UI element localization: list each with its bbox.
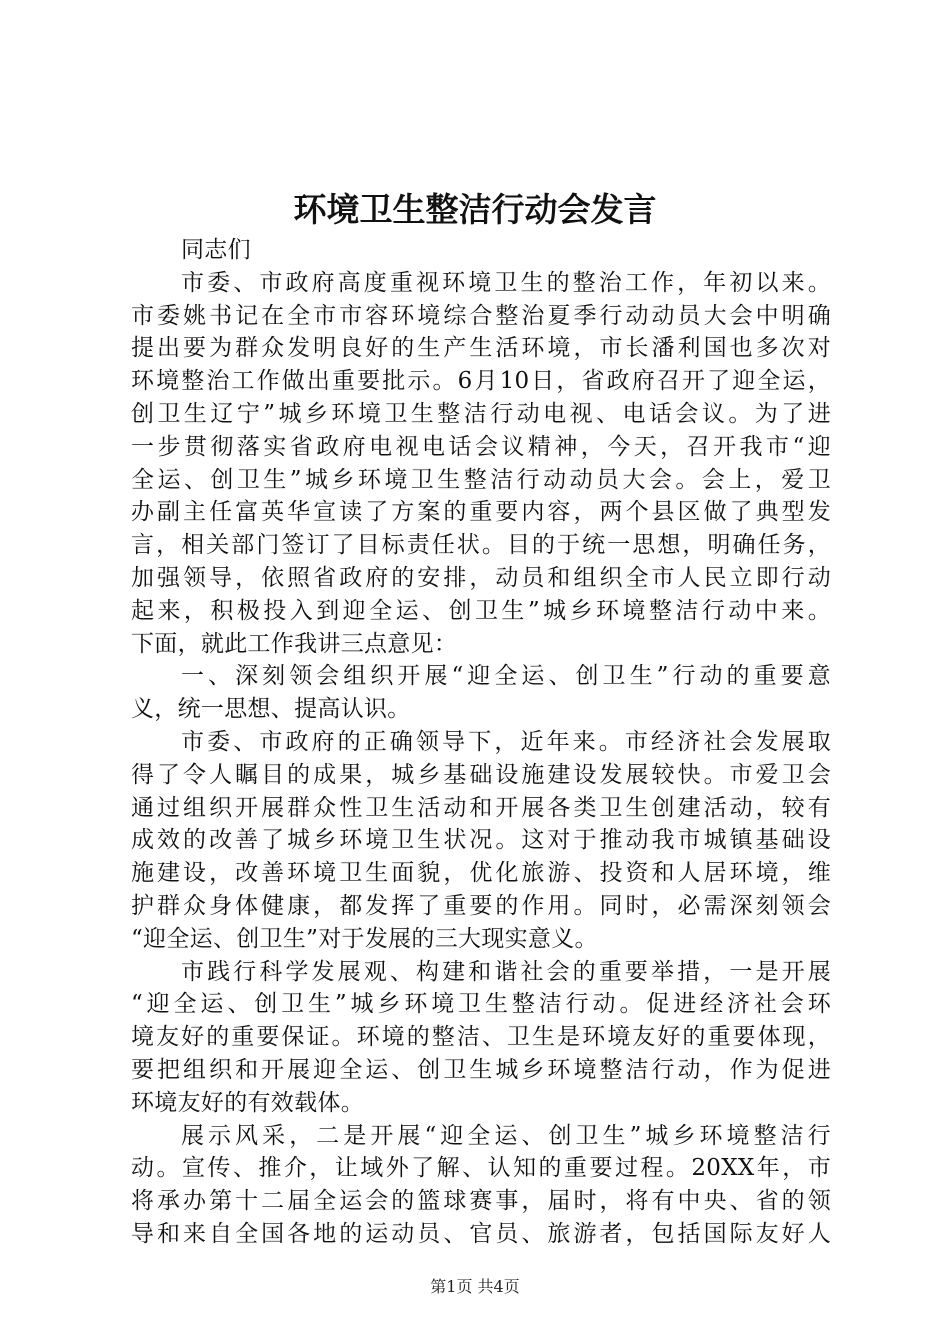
text-line: 提出要为群众发明良好的生产生活环境，市长潘利国也多次对 [131, 335, 831, 362]
text-line: 通过组织开展群众性卫生活动和开展各类卫生创建活动，较有 [131, 794, 831, 821]
text-line: 一步贯彻落实省政府电视电话会议精神，今天，召开我市“迎 [131, 433, 831, 460]
text-line: 市委、市政府的正确领导下，近年来。市经济社会发展取 [181, 728, 831, 755]
text-line: 办副主任富英华宣读了方案的重要内容，两个县区做了典型发 [131, 499, 831, 526]
text-line: 环境友好的有效载体。 [131, 1089, 364, 1116]
text-line: 一、深刻领会组织开展“迎全运、创卫生”行动的重要意 [181, 663, 831, 690]
text-line: 义，统一思想、提高认识。 [131, 696, 411, 723]
text-line: 得了令人瞩目的成果，城乡基础设施建设发展较快。市爱卫会 [131, 761, 831, 788]
text-line: 动。宣传、推介，让域外了解、认知的重要过程。20XX年，市 [131, 1155, 831, 1182]
text-line: 市委姚书记在全市市容环境综合整治夏季行动动员大会中明确 [131, 302, 831, 329]
text-line: “迎全运、创卫生”城乡环境卫生整洁行动。促进经济社会环 [131, 991, 831, 1018]
document-title: 环境卫生整洁行动会发言 [293, 190, 657, 229]
text-line: 加强领导，依照省政府的安排，动员和组织全市人民立即行动 [131, 564, 831, 591]
text-line: 市委、市政府高度重视环境卫生的整治工作，年初以来。 [181, 269, 831, 296]
text-line: 导和来自全国各地的运动员、官员、旅游者，包括国际友好人 [131, 1220, 831, 1247]
text-line: 同志们 [181, 237, 251, 263]
text-line: 下面，就此工作我讲三点意见： [131, 630, 458, 657]
text-line: “迎全运、创卫生”对于发展的三大现实意义。 [131, 925, 598, 952]
text-line: 创卫生辽宁”城乡环境卫生整洁行动电视、电话会议。为了进 [131, 400, 831, 427]
page-footer: 第1页 共4页 [430, 1277, 520, 1296]
text-line: 护群众身体健康，都发挥了重要的作用。同时，必需深刻领会 [131, 892, 831, 919]
document-body [131, 234, 831, 1251]
text-line: 起来，积极投入到迎全运、创卫生”城乡环境整洁行动中来。 [131, 597, 831, 624]
text-line: 展示风采，二是开展“迎全运、创卫生”城乡环境整洁行 [181, 1122, 831, 1149]
text-line: 施建设，改善环境卫生面貌，优化旅游、投资和人居环境，维 [131, 860, 831, 887]
text-line: 言，相关部门签订了目标责任状。目的于统一思想，明确任务， [131, 532, 831, 559]
text-line: 将承办第十二届全运会的篮球赛事，届时，将有中央、省的领 [131, 1188, 831, 1215]
text-line: 要把组织和开展迎全运、创卫生城乡环境整洁行动，作为促进 [131, 1056, 831, 1083]
text-line: 成效的改善了城乡环境卫生状况。这对于推动我市城镇基础设 [131, 827, 831, 854]
text-line: 环境整治工作做出重要批示。6月10日，省政府召开了迎全运， [131, 368, 831, 395]
text-line: 全运、创卫生”城乡环境卫生整洁行动动员大会。会上，爱卫 [131, 466, 831, 493]
text-line: 境友好的重要保证。环境的整洁、卫生是环境友好的重要体现， [131, 1024, 831, 1051]
text-line: 市践行科学发展观、构建和谐社会的重要举措，一是开展 [181, 958, 831, 985]
